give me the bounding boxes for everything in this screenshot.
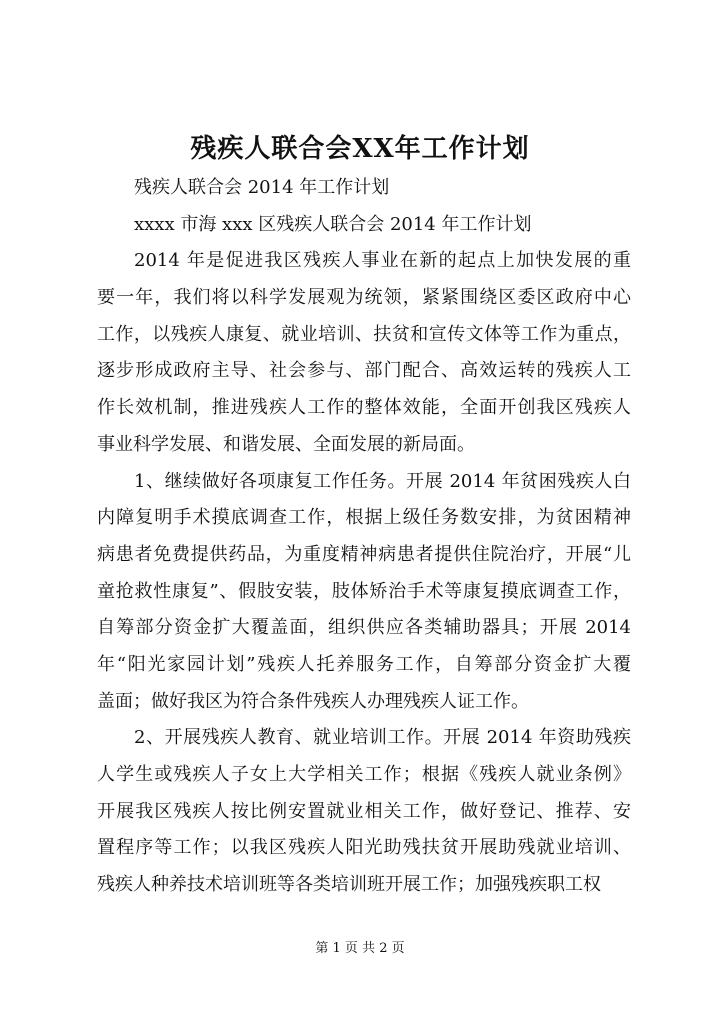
paragraph-line: 作长效机制，推进残疾人工作的整体效能，全面开创我区残疾人	[97, 397, 631, 419]
paragraph-line: 童抢救性康复”、假肢安装，肢体矫治手术等康复摸底调查工作，	[97, 580, 631, 602]
paragraph	[97, 243, 631, 463]
document-title: 残疾人联合会XX年工作计划	[190, 134, 530, 164]
paragraph-line: 2014 年是促进我区残疾人事业在新的起点上加快发展的重	[134, 250, 631, 272]
paragraph-line: 置程序等工作；以我区残疾人阳光助残扶贫开展助残就业培训、	[97, 837, 631, 859]
document-body	[97, 170, 631, 904]
paragraph-line: 工作，以残疾人康复、就业培训、扶贫和宣传文体等工作为重点，	[97, 323, 631, 345]
paragraph-line: 残疾人种养技术培训班等各类培训班开展工作；加强残疾职工权	[97, 874, 601, 896]
paragraph-line: 开展我区残疾人按比例安置就业相关工作，做好登记、推荐、安	[97, 800, 631, 822]
paragraph-line: 要一年，我们将以科学发展观为统领，紧紧围绕区委区政府中心	[97, 287, 631, 309]
paragraph-line: 逐步形成政府主导、社会参与、部门配合、高效运转的残疾人工	[97, 360, 631, 382]
paragraph-line: 盖面；做好我区为符合条件残疾人办理残疾人证工作。	[97, 690, 529, 712]
paragraph-line: 自筹部分资金扩大覆盖面，组织供应各类辅助器具；开展 2014	[97, 617, 631, 639]
paragraph-line: 内障复明手术摸底调查工作，根据上级任务数安排，为贫困精神	[97, 507, 631, 529]
paragraph-line: 2、开展残疾人教育、就业培训工作。开展 2014 年资助残疾	[134, 727, 631, 749]
paragraph	[97, 464, 631, 721]
paragraph-line: 1、继续做好各项康复工作任务。开展 2014 年贫困残疾人白	[134, 470, 631, 492]
page-number: 第 1 页 共 2 页	[315, 941, 405, 956]
paragraph-line: 人学生或残疾人子女上大学相关工作；根据《残疾人就业条例》	[97, 764, 631, 785]
subtitle: 残疾人联合会 2014 年工作计划	[134, 177, 390, 198]
paragraphs	[97, 243, 631, 903]
paragraph	[97, 720, 631, 903]
subtitle: xxxx 市海 xxx 区残疾人联合会 2014 年工作计划	[134, 213, 532, 235]
paragraph-line: 事业科学发展、和谐发展、全面发展的新局面。	[97, 433, 475, 455]
paragraph-line: 年“阳光家园计划”残疾人托养服务工作，自筹部分资金扩大覆	[97, 653, 631, 675]
paragraph-line: 病患者免费提供药品，为重度精神病患者提供住院治疗，开展“儿	[97, 543, 631, 565]
